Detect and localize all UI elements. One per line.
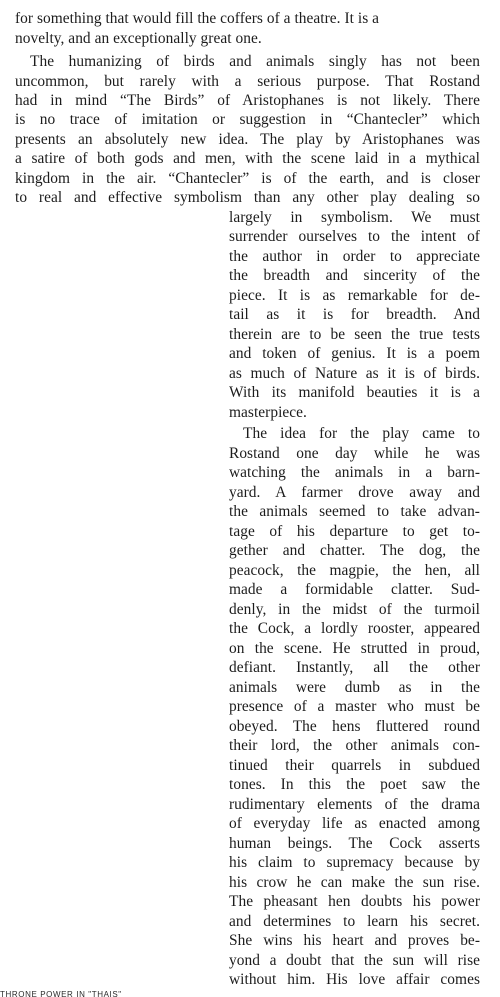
- text-line: and token of genius. It is a poem: [229, 345, 480, 362]
- text-line: as much of Nature as it is of birds.: [229, 365, 480, 382]
- text-line: animals were dumb as in the: [229, 679, 480, 696]
- text-line: and determines to learn his secret.: [229, 913, 480, 930]
- text-line: obeyed. The hens fluttered round: [229, 718, 480, 735]
- text-line: the author in order to appreciate: [229, 248, 480, 265]
- text-line: his crow he can make the sun rise.: [229, 874, 480, 891]
- text-line: kingdom in the air. “Chantecler” is of the earth, and is closer: [15, 170, 480, 187]
- text-line: novelty, and an exceptionally great one.: [15, 30, 262, 47]
- text-line: The pheasant hen doubts his power: [229, 893, 480, 910]
- text-line: The idea for the play came to: [243, 425, 480, 442]
- text-line: on the scene. He strutted in proud,: [229, 640, 480, 657]
- text-line: the breadth and sincerity of the: [229, 267, 480, 284]
- text-line: uncommon, but rarely with a serious purpose. That Rostand: [15, 73, 480, 90]
- text-line: for something that would fill the coffers of a theatre. It is a: [15, 10, 380, 27]
- text-line: She wins his heart and proves be-: [229, 932, 480, 949]
- text-line: without him. His love affair comes: [229, 971, 480, 988]
- text-line: human beings. The Cock asserts: [229, 835, 480, 852]
- text-line: presents an absolutely new idea. The play by Aristophanes was: [15, 131, 480, 148]
- text-line: denly, in the midst of the turmoil: [229, 601, 480, 618]
- text-line: surrender ourselves to the intent of: [229, 228, 480, 245]
- text-line: tinued their quarrels in subdued: [229, 757, 480, 774]
- text-line: presence of a master who must be: [229, 698, 480, 715]
- text-line: largely in symbolism. We must: [229, 209, 480, 226]
- text-line: of everyday life as enacted among: [229, 815, 480, 832]
- text-line: defiant. Instantly, all the other: [229, 659, 480, 676]
- text-line: tones. In this the poet saw the: [229, 776, 480, 793]
- text-line: tage of his departure to get to-: [229, 523, 480, 540]
- text-line: masterpiece.: [229, 404, 307, 421]
- text-line: With its manifold beauties it is a: [229, 384, 480, 401]
- text-line: tail as it is for breadth. And: [229, 306, 480, 323]
- text-line: peacock, the magpie, the hen, all: [229, 562, 480, 579]
- text-line: a satire of both gods and men, with the scene laid in a mythical: [15, 150, 480, 167]
- text-line: the animals seemed to take advan-: [229, 503, 480, 520]
- text-line: their lord, the other animals con-: [229, 737, 480, 754]
- text-line: to real and effective symbolism than any other play dealing so: [15, 189, 480, 206]
- text-line: gether and chatter. The dog, the: [229, 542, 480, 559]
- text-line: had in mind “The Birds” of Aristophanes is not likely. There: [15, 92, 480, 109]
- text-line: piece. It is as remarkable for de-: [229, 287, 480, 304]
- text-line: made a formidable clatter. Sud-: [229, 581, 480, 598]
- text-line: yond a doubt that the sun will rise: [229, 952, 480, 969]
- text-line: the Cock, a lordly rooster, appeared: [229, 620, 480, 637]
- text-line: is no trace of imitation or suggestion in “Chantecler” which: [15, 111, 480, 128]
- text-line: The humanizing of birds and animals singly has not been: [30, 53, 480, 70]
- text-line: Rostand one day while he was: [229, 445, 480, 462]
- image-caption: THRONE POWER IN "THAIS": [0, 990, 122, 997]
- text-line: rudimentary elements of the drama: [229, 796, 480, 813]
- text-line: his claim to supremacy because by: [229, 854, 480, 871]
- text-line: yard. A farmer drove away and: [229, 484, 480, 501]
- text-line: therein are to be seen the true tests: [229, 326, 480, 343]
- text-line: watching the animals in a barn-: [229, 464, 480, 481]
